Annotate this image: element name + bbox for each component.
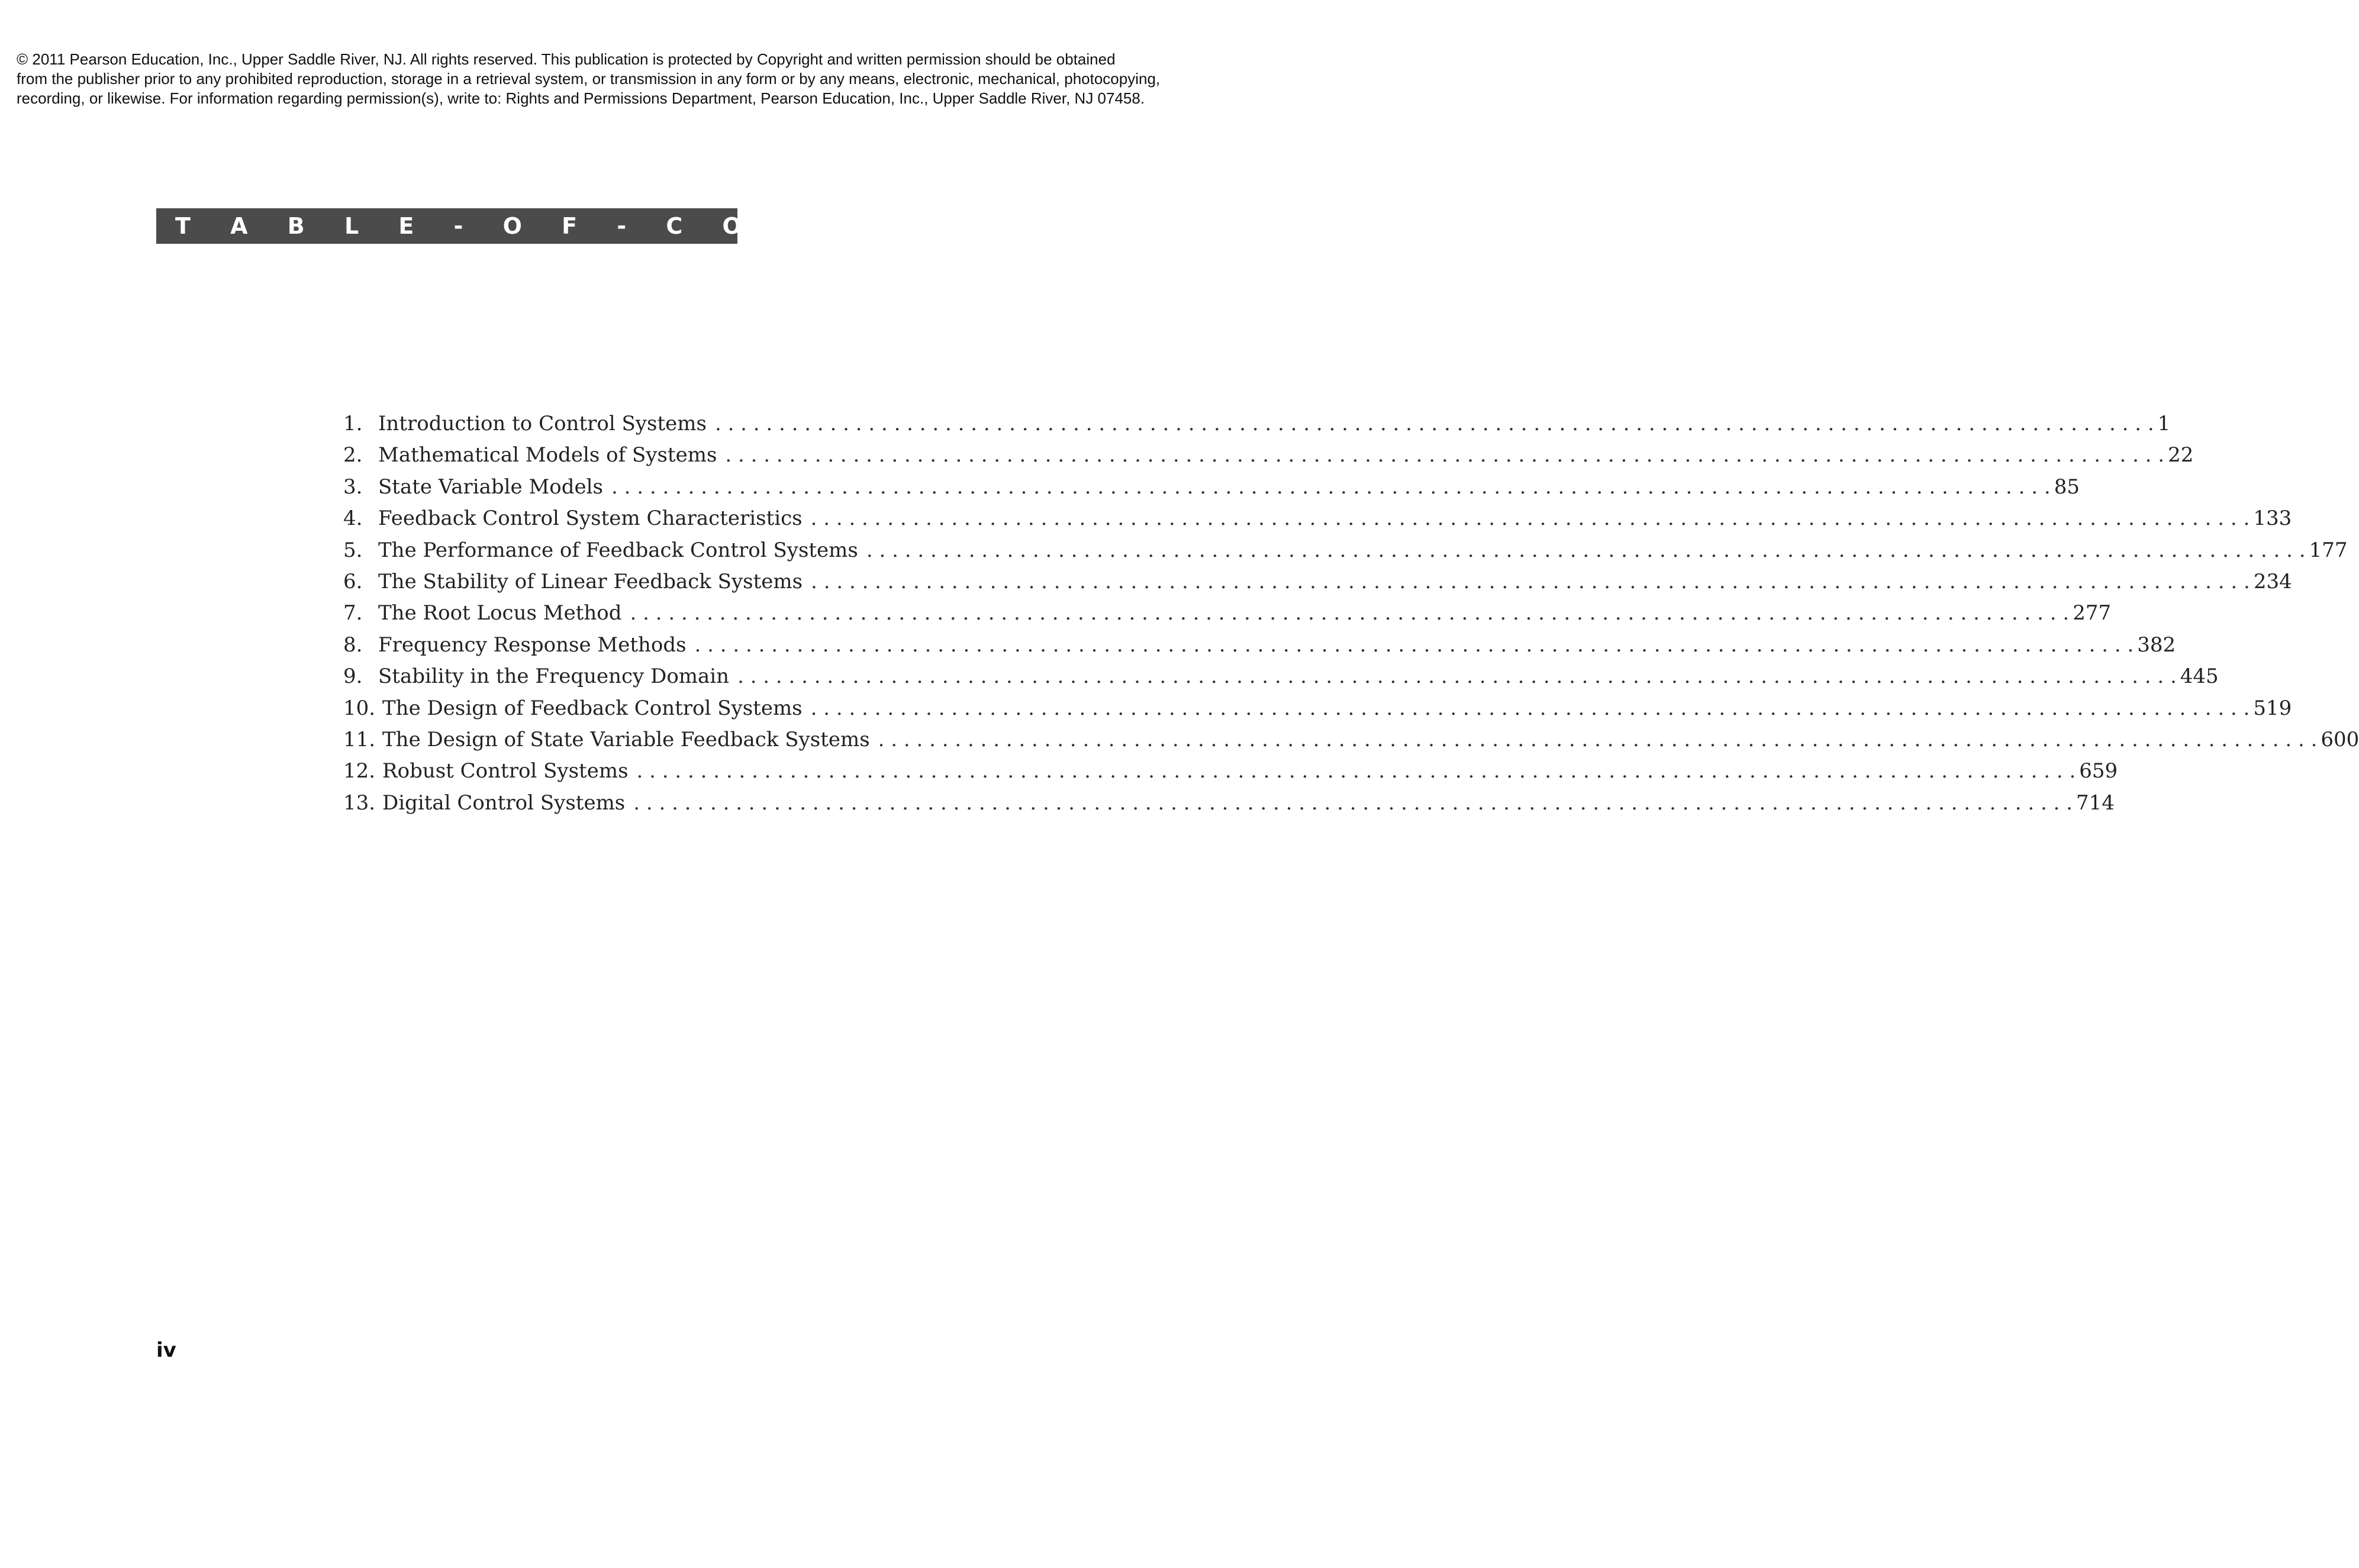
toc-heading-banner: T A B L E - O F - C O N T E N T S <box>156 208 737 244</box>
copyright-line: © 2011 Pearson Education, Inc., Upper Saddle River, NJ. All rights reserved. This publication is protected by Copyright and written permission should be obtained <box>17 50 1116 68</box>
toc-dot-leader <box>737 661 2177 692</box>
toc-entry-title: The Root Locus Method <box>378 601 622 625</box>
toc-entry[interactable] <box>343 598 2112 629</box>
toc-entry[interactable] <box>343 472 2080 503</box>
toc-entry[interactable] <box>343 756 2118 787</box>
toc-entry-page: 600 <box>2321 727 2359 751</box>
page-number: iv <box>156 1338 176 1362</box>
toc-entry[interactable] <box>343 724 2359 756</box>
copyright-line: from the publisher prior to any prohibited reproduction, storage in a retrieval system, or transmission in any form or by any means, electronic, mechanical, photocopying, <box>17 70 1161 88</box>
toc-dot-leader <box>633 788 2073 819</box>
toc-entry-title: The Design of State Variable Feedback Systems <box>382 727 870 751</box>
toc-entry-title: Digital Control Systems <box>382 791 626 815</box>
toc-entry-page: 85 <box>2054 475 2080 499</box>
toc-entry-number: 6. <box>343 569 363 593</box>
toc-dot-leader <box>866 535 2306 566</box>
toc-entry-title: The Design of Feedback Control Systems <box>382 696 803 720</box>
toc-entry-number: 5. <box>343 538 363 562</box>
toc-entry-page: 1 <box>2157 412 2171 435</box>
toc-entry-page: 714 <box>2076 791 2115 815</box>
toc-dot-leader <box>811 503 2250 534</box>
toc-dot-leader <box>811 693 2250 724</box>
copyright-notice <box>17 50 1200 108</box>
toc-entry-page: 277 <box>2073 601 2112 625</box>
toc-entry-number: 3. <box>343 475 363 499</box>
toc-dot-leader <box>630 598 2070 629</box>
toc-entry-title: Feedback Control System Characteristics <box>378 506 803 531</box>
toc-entry[interactable] <box>343 440 2194 471</box>
toc-entry-number: 4. <box>343 506 363 531</box>
copyright-line: recording, or likewise. For information regarding permission(s), write to: Rights and Permissions Department, Pearson Education, Inc., Upper Saddle River, NJ 07458. <box>17 89 1145 107</box>
toc-entry-title: Mathematical Models of Systems <box>378 443 717 467</box>
toc-entry-title: Robust Control Systems <box>382 759 629 783</box>
toc-entry-title: Introduction to Control Systems <box>378 412 707 435</box>
toc-entry-title: Stability in the Frequency Domain <box>378 664 730 689</box>
toc-entry-number: 2. <box>343 443 363 467</box>
toc-entry[interactable] <box>343 566 2292 598</box>
toc-entry-page: 133 <box>2253 506 2292 531</box>
toc-dot-leader <box>611 472 2051 503</box>
toc-entry[interactable] <box>343 503 2292 534</box>
toc-dot-leader <box>637 756 2076 787</box>
toc-entry[interactable] <box>343 661 2219 692</box>
toc-entry-number: 13. <box>343 791 376 815</box>
toc-entry-title: The Stability of Linear Feedback Systems <box>378 569 803 593</box>
toc-entry-title: Frequency Response Methods <box>378 633 687 657</box>
toc-entry[interactable] <box>343 788 2115 819</box>
toc-entry-page: 445 <box>2180 664 2219 689</box>
toc-entry-page: 382 <box>2137 633 2176 657</box>
toc-entry[interactable] <box>343 535 2348 566</box>
toc-entry-number: 10. <box>343 696 376 720</box>
toc-dot-leader <box>695 630 2134 661</box>
toc-entry-number: 9. <box>343 664 363 689</box>
toc-entry-number: 12. <box>343 759 376 783</box>
toc-entry-number: 8. <box>343 633 363 657</box>
toc-entry-page: 659 <box>2079 759 2118 783</box>
toc-entry-title: The Performance of Feedback Control Systems <box>378 538 858 562</box>
toc-dot-leader <box>715 408 2154 440</box>
toc-entry-page: 234 <box>2253 569 2292 593</box>
toc-list <box>343 408 2359 819</box>
toc-dot-leader <box>878 724 2318 756</box>
toc-entry[interactable] <box>343 693 2292 724</box>
toc-entry-page: 177 <box>2309 538 2348 562</box>
toc-dot-leader <box>725 440 2164 471</box>
toc-entry-page: 519 <box>2253 696 2292 720</box>
toc-entry-title: State Variable Models <box>378 475 603 499</box>
toc-entry-number: 11. <box>343 727 376 751</box>
toc-entry-page: 22 <box>2168 443 2194 467</box>
toc-entry-number: 7. <box>343 601 363 625</box>
toc-dot-leader <box>811 566 2250 598</box>
toc-entry[interactable] <box>343 630 2176 661</box>
toc-entry[interactable] <box>343 408 2171 440</box>
toc-entry-number: 1. <box>343 412 363 435</box>
